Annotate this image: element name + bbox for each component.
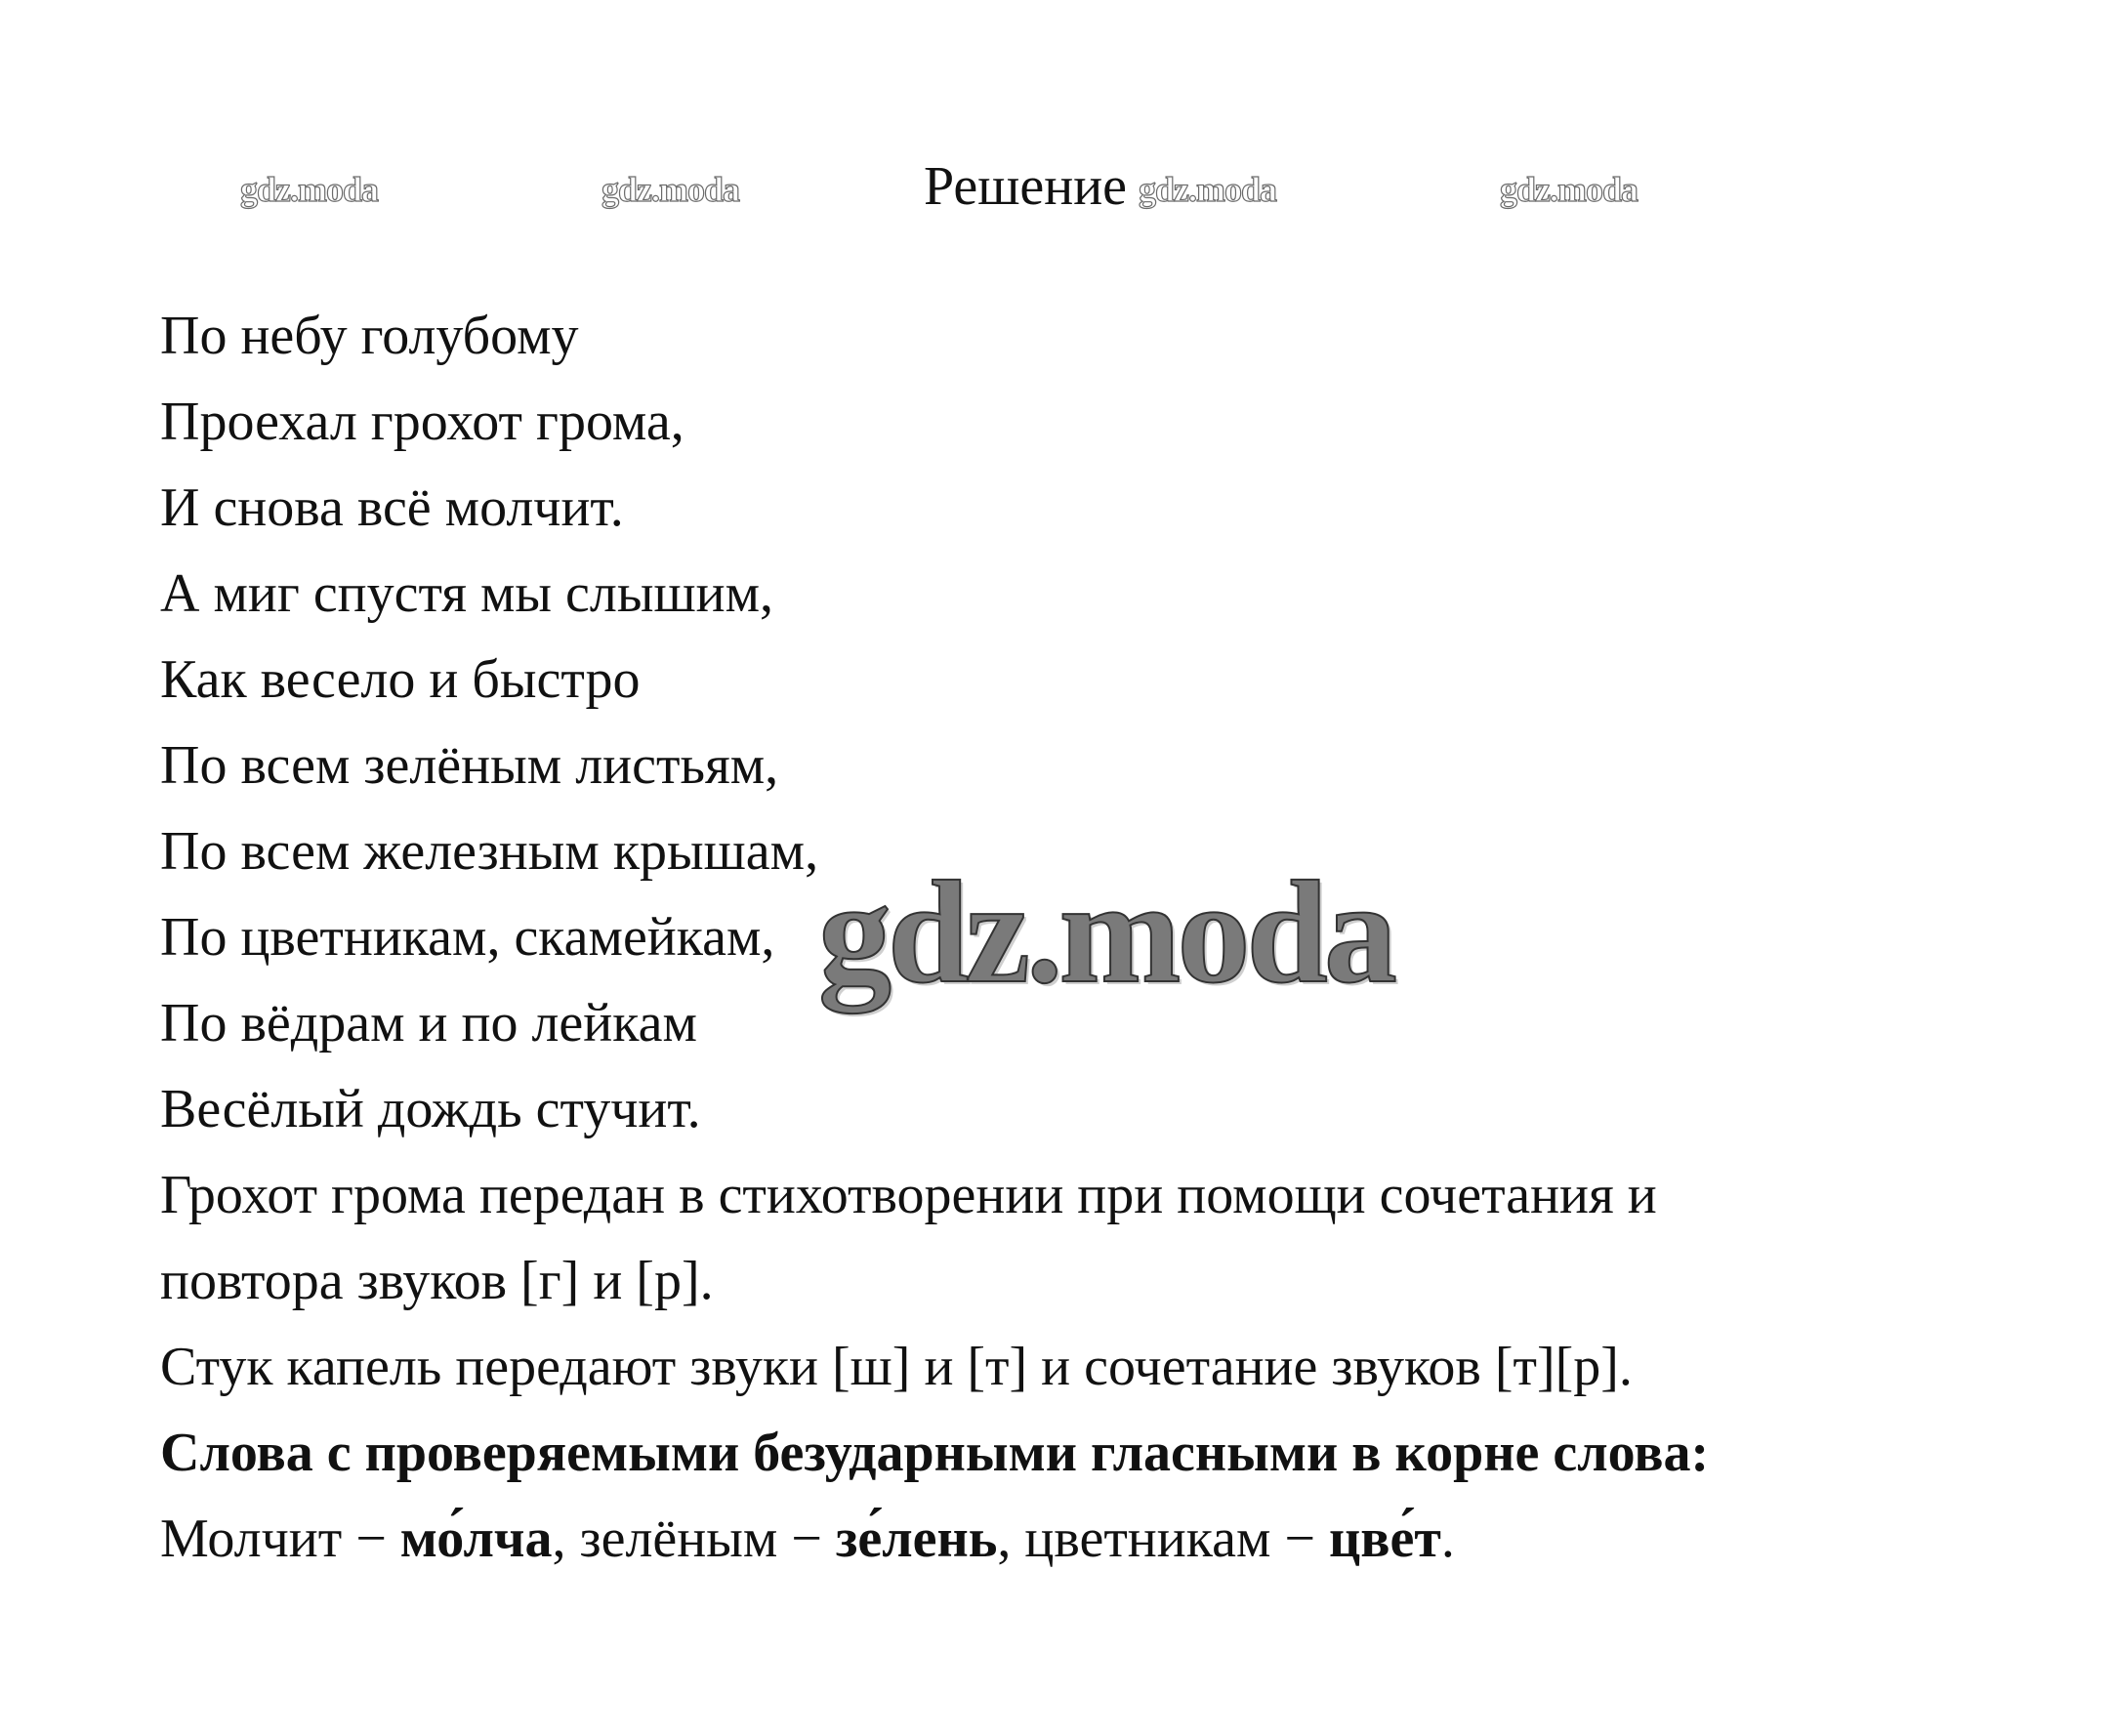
examples-line [160, 1496, 1709, 1582]
check-word: цве́т [1328, 1509, 1441, 1569]
watermark-small-1: gdz.moda [240, 170, 379, 209]
poem-line: А миг спустя мы слышим, [160, 563, 774, 624]
example-word: Молчит − [160, 1509, 400, 1569]
check-word: мо́лча [399, 1509, 553, 1569]
watermark-small-2: gdz.moda [601, 170, 740, 209]
example-word: , цветникам − [997, 1509, 1329, 1569]
poem-line: Как весело и быстро [160, 649, 641, 710]
poem-line: Весёлый дождь стучит. [160, 1079, 701, 1139]
watermark-small-3: gdz.moda [1139, 170, 1277, 209]
watermark-small-4: gdz.moda [1500, 170, 1638, 209]
example-word: , зелёным − [552, 1509, 836, 1569]
poem-line: По цветникам, скамейкам, [160, 907, 775, 968]
check-word: зе́лень [835, 1509, 998, 1569]
explanation-line: Стук капель передают звуки [ш] и [т] и сочетание звуков [т][р]. [160, 1337, 1633, 1397]
poem-line: И снова всё молчит. [160, 477, 624, 538]
poem-line: По всем зелёным листьям, [160, 735, 779, 796]
poem-line: По всем железным крышам, [160, 821, 819, 882]
poem-line: Проехал грохот грома, [160, 392, 684, 452]
explanation-line: повтора звуков [г] и [р]. [160, 1251, 714, 1311]
poem-line: По вёдрам и по лейкам [160, 993, 697, 1054]
example-end: . [1440, 1509, 1455, 1569]
page-title: Решение [924, 156, 1128, 217]
section-heading: Слова с проверяемыми безударными гласными в корне слова: [160, 1423, 1710, 1483]
watermark-large: gdz.moda [818, 851, 1393, 1013]
poem-line: По небу голубому [160, 306, 579, 366]
explanation-line: Грохот грома передан в стихотворении при помощи сочетания и [160, 1165, 1657, 1225]
